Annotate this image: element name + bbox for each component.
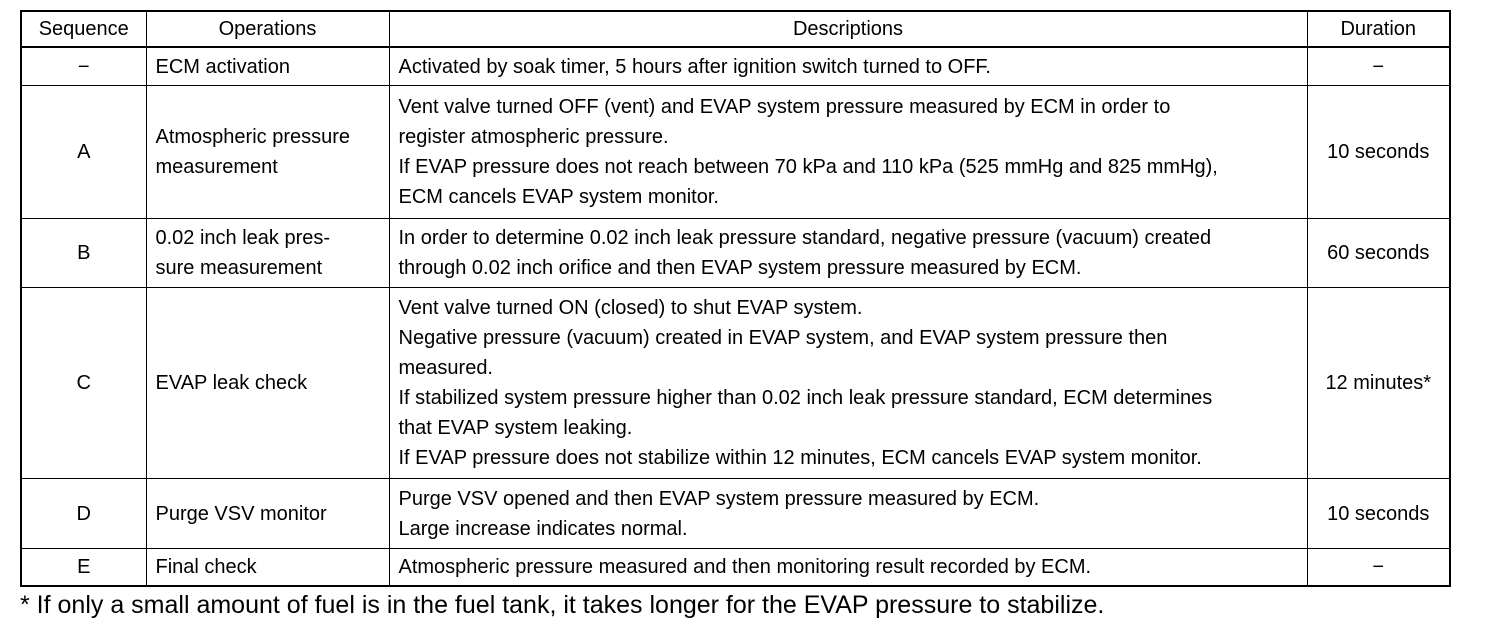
description-line: measured. xyxy=(398,357,493,379)
description-line: Purge VSV opened and then EVAP system pressure measured by ECM. xyxy=(398,487,1040,510)
header-sequence: Sequence xyxy=(21,11,146,47)
description-cell xyxy=(389,288,1307,479)
table-row xyxy=(21,219,1450,288)
operation-cell xyxy=(146,549,389,587)
duration-cell: 10 seconds xyxy=(1307,86,1450,219)
description-line: Vent valve turned OFF (vent) and EVAP system pressure measured by ECM in order to xyxy=(398,96,1171,118)
operation-line: EVAP leak check xyxy=(155,372,308,394)
operation-line: Final check xyxy=(155,556,257,578)
operation-cell xyxy=(146,288,389,479)
description-line: Negative pressure (vacuum) created in EVAP system, and EVAP system pressure then xyxy=(398,327,1168,349)
table-row xyxy=(21,86,1450,219)
sequence-cell: E xyxy=(21,549,146,587)
operation-line: ECM activation xyxy=(155,55,290,78)
description-cell xyxy=(389,86,1307,219)
sequence-cell: B xyxy=(21,219,146,288)
description-cell xyxy=(389,479,1307,549)
header-operations: Operations xyxy=(146,11,389,47)
description-line: that EVAP system leaking. xyxy=(398,417,633,439)
description-line: If stabilized system pressure higher than 0.02 inch leak pressure standard, ECM determines xyxy=(398,387,1213,409)
footnote: * If only a small amount of fuel is in the fuel tank, it takes longer for the EVAP pressure to stabilize. xyxy=(20,591,1105,619)
operation-line: measurement xyxy=(155,156,278,178)
description-cell xyxy=(389,219,1307,288)
operation-line: Purge VSV monitor xyxy=(155,502,327,525)
description-line: ECM cancels EVAP system monitor. xyxy=(398,186,719,208)
table-row xyxy=(21,549,1450,587)
description-cell xyxy=(389,549,1307,587)
sequence-cell: − xyxy=(21,47,146,86)
operation-cell xyxy=(146,219,389,288)
duration-cell: 60 seconds xyxy=(1307,219,1450,288)
description-line: In order to determine 0.02 inch leak pressure standard, negative pressure (vacuum) created xyxy=(398,227,1212,249)
operation-line: 0.02 inch leak pres- xyxy=(155,227,331,249)
description-line: register atmospheric pressure. xyxy=(398,126,669,148)
description-line: Atmospheric pressure measured and then monitoring result recorded by ECM. xyxy=(398,556,1092,578)
duration-cell: − xyxy=(1307,47,1450,86)
operation-line: sure measurement xyxy=(155,257,323,279)
description-line: If EVAP pressure does not stabilize within 12 minutes, ECM cancels EVAP system monitor. xyxy=(398,447,1202,469)
sequence-cell: C xyxy=(21,288,146,479)
evap-monitor-sequence-table xyxy=(20,10,1451,587)
description-cell xyxy=(389,47,1307,86)
description-line: If EVAP pressure does not reach between 70 kPa and 110 kPa (525 mmHg and 825 mmHg), xyxy=(398,156,1218,178)
operation-cell xyxy=(146,86,389,219)
table-row xyxy=(21,288,1450,479)
description-line: Activated by soak timer, 5 hours after ignition switch turned to OFF. xyxy=(398,55,991,78)
table-header-row xyxy=(21,11,1450,47)
header-descriptions: Descriptions xyxy=(389,11,1307,47)
description-line: Large increase indicates normal. xyxy=(398,517,688,540)
table-row xyxy=(21,479,1450,549)
operation-cell xyxy=(146,47,389,86)
header-duration: Duration xyxy=(1307,11,1450,47)
duration-cell: − xyxy=(1307,549,1450,587)
operation-line: Atmospheric pressure xyxy=(155,126,351,148)
description-line: through 0.02 inch orifice and then EVAP system pressure measured by ECM. xyxy=(398,257,1082,279)
sequence-cell: D xyxy=(21,479,146,549)
table-row xyxy=(21,47,1450,86)
operation-cell xyxy=(146,479,389,549)
sequence-cell: A xyxy=(21,86,146,219)
duration-cell: 10 seconds xyxy=(1307,479,1450,549)
duration-cell: 12 minutes* xyxy=(1307,288,1450,479)
description-line: Vent valve turned ON (closed) to shut EVAP system. xyxy=(398,297,863,319)
